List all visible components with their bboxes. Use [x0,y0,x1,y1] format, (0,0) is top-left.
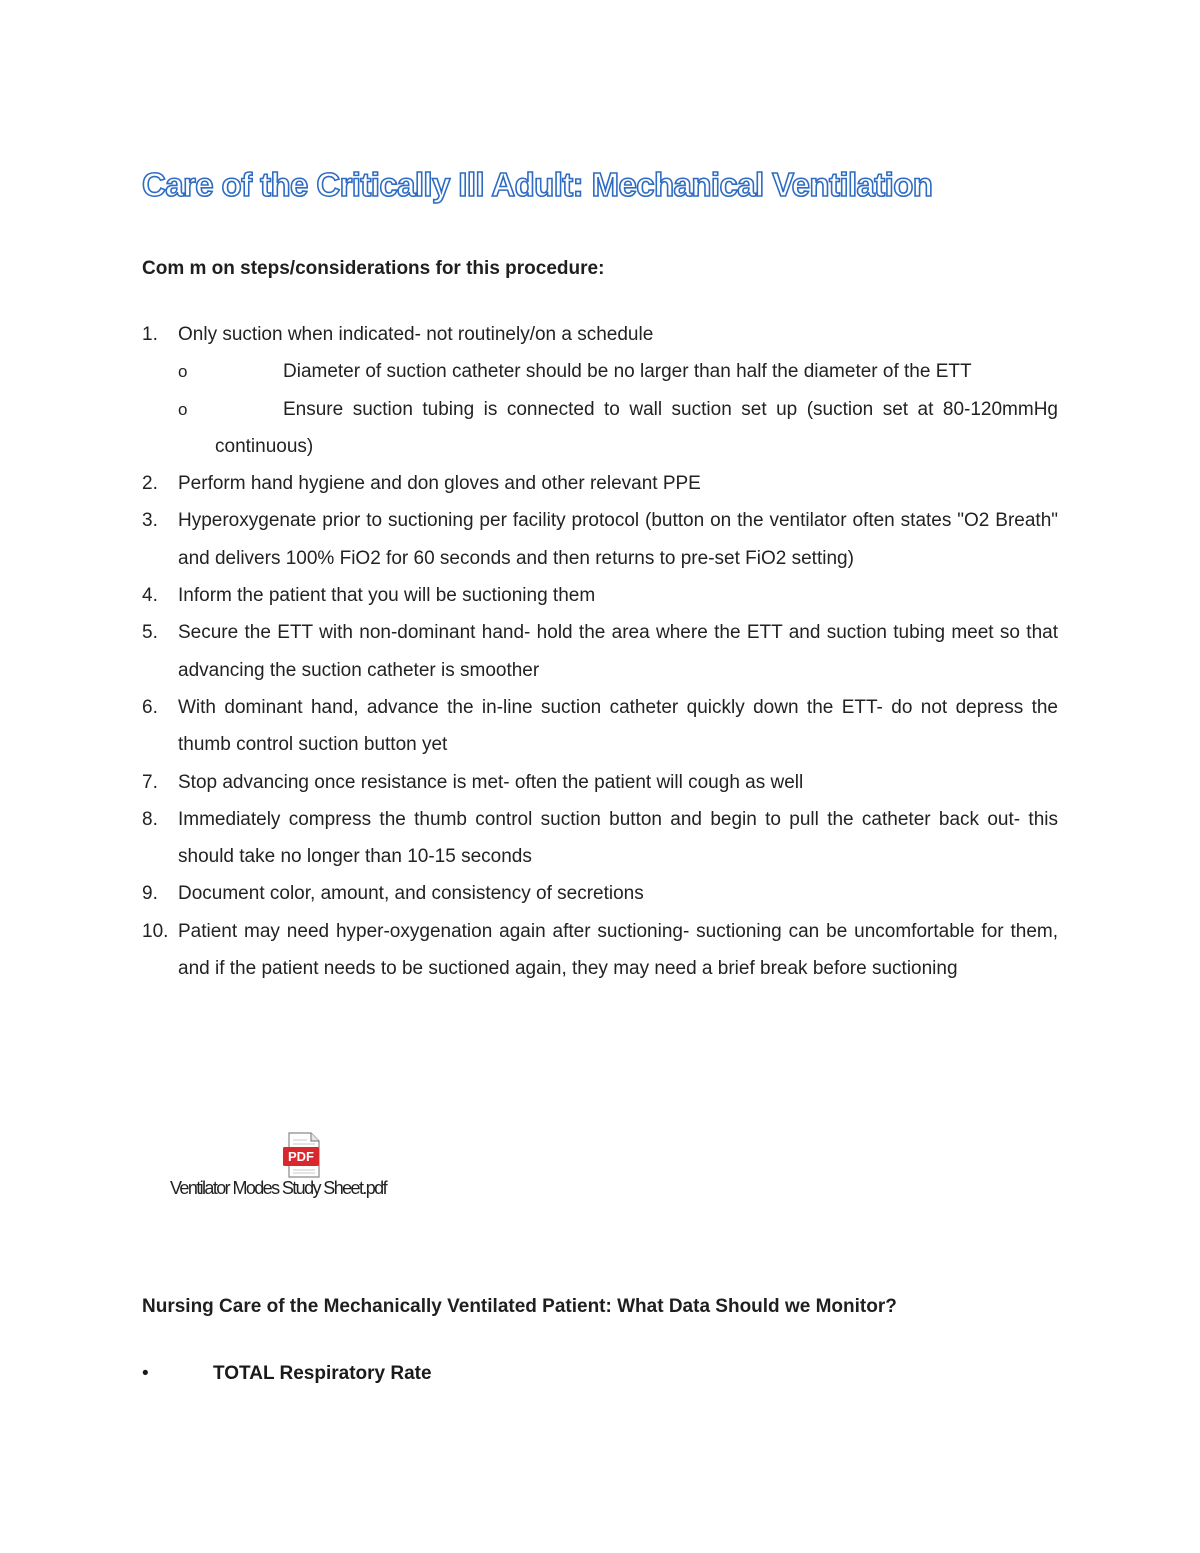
step-item [142,913,1058,988]
pdf-attachment[interactable] [170,1130,440,1210]
step-text: Perform hand hygiene and don gloves and other relevant PPE [178,473,701,495]
step-text: Only suction when indicated- not routinely/on a schedule [178,324,654,345]
step-item [142,875,1058,912]
procedure-steps-list [142,316,1058,987]
monitoring-list [142,1358,432,1390]
step-number: 3. [142,510,158,532]
hollow-bullet-icon: o [178,362,188,382]
step-text: Inform the patient that you will be suctioning them [178,585,596,607]
sub-item [178,353,1058,390]
step-item [142,465,1058,502]
page-title: Care of the Critically Ill Adult: Mechanical Ventilation [142,166,933,203]
step-number: 8. [142,808,158,830]
sub-item [178,391,1058,466]
list-item [142,1358,432,1390]
pdf-icon-label: PDF [288,1149,314,1164]
step-text: Patient may need hyper-oxygenation again after suctioning- suctioning can be uncomfortable for them, and if the patient needs to be suctioned again, they may need a brief break before suctioning [178,920,1058,980]
attachment-filename[interactable]: Ventilator Modes Study Sheet.pdf [170,1178,386,1198]
step-item [142,801,1058,876]
step-item [142,502,1058,577]
step-text: Stop advancing once resistance is met- often the patient will cough as well [178,771,804,793]
step-text: Secure the ETT with non-dominant hand- hold the area where the ETT and suction tubing meet so that advancing the suction catheter is smoother [178,622,1058,681]
step-item [142,316,1058,465]
section-heading: Nursing Care of the Mechanically Ventilated Patient: What Data Should we Monitor? [142,1296,897,1317]
step-item [142,689,1058,764]
sub-item-text: Ensure suction tubing is connected to wall suction set up (suction set at 80-120mmHg continuous) [215,398,1058,457]
procedure-subheading: Com m on steps/considerations for this procedure: [142,258,605,279]
hollow-bullet-icon: o [178,399,188,419]
step-item [142,577,1058,614]
step-sublist [178,353,1058,465]
step-number: 9. [142,883,158,905]
step-number: 1. [142,324,158,345]
step-text: Hyperoxygenate prior to suctioning per facility protocol (button on the ventilator often states "O2 Breath" and delivers 100% FiO2 for 60 seconds and then returns to pre-set FiO2 setting) [178,510,1058,569]
step-number: 10. [142,920,169,942]
step-number: 7. [142,771,158,793]
step-text: Document color, amount, and consistency of secretions [178,883,644,905]
step-text: Immediately compress the thumb control suction button and begin to pull the catheter back out- this should take no longer than 10-15 seconds [178,808,1058,868]
step-number: 2. [142,473,158,495]
sub-item-text: Diameter of suction catheter should be no larger than half the diameter of the ETT [283,361,972,383]
step-item [142,764,1058,801]
pdf-file-icon [282,1132,326,1178]
list-item-text: TOTAL Respiratory Rate [213,1363,432,1384]
step-number: 6. [142,696,158,718]
step-number: 5. [142,622,158,644]
bullet-icon: • [142,1363,149,1384]
step-text: With dominant hand, advance the in-line suction catheter quickly down the ETT- do not depress the thumb control suction button yet [178,696,1058,756]
step-number: 4. [142,585,158,607]
step-item [142,614,1058,689]
